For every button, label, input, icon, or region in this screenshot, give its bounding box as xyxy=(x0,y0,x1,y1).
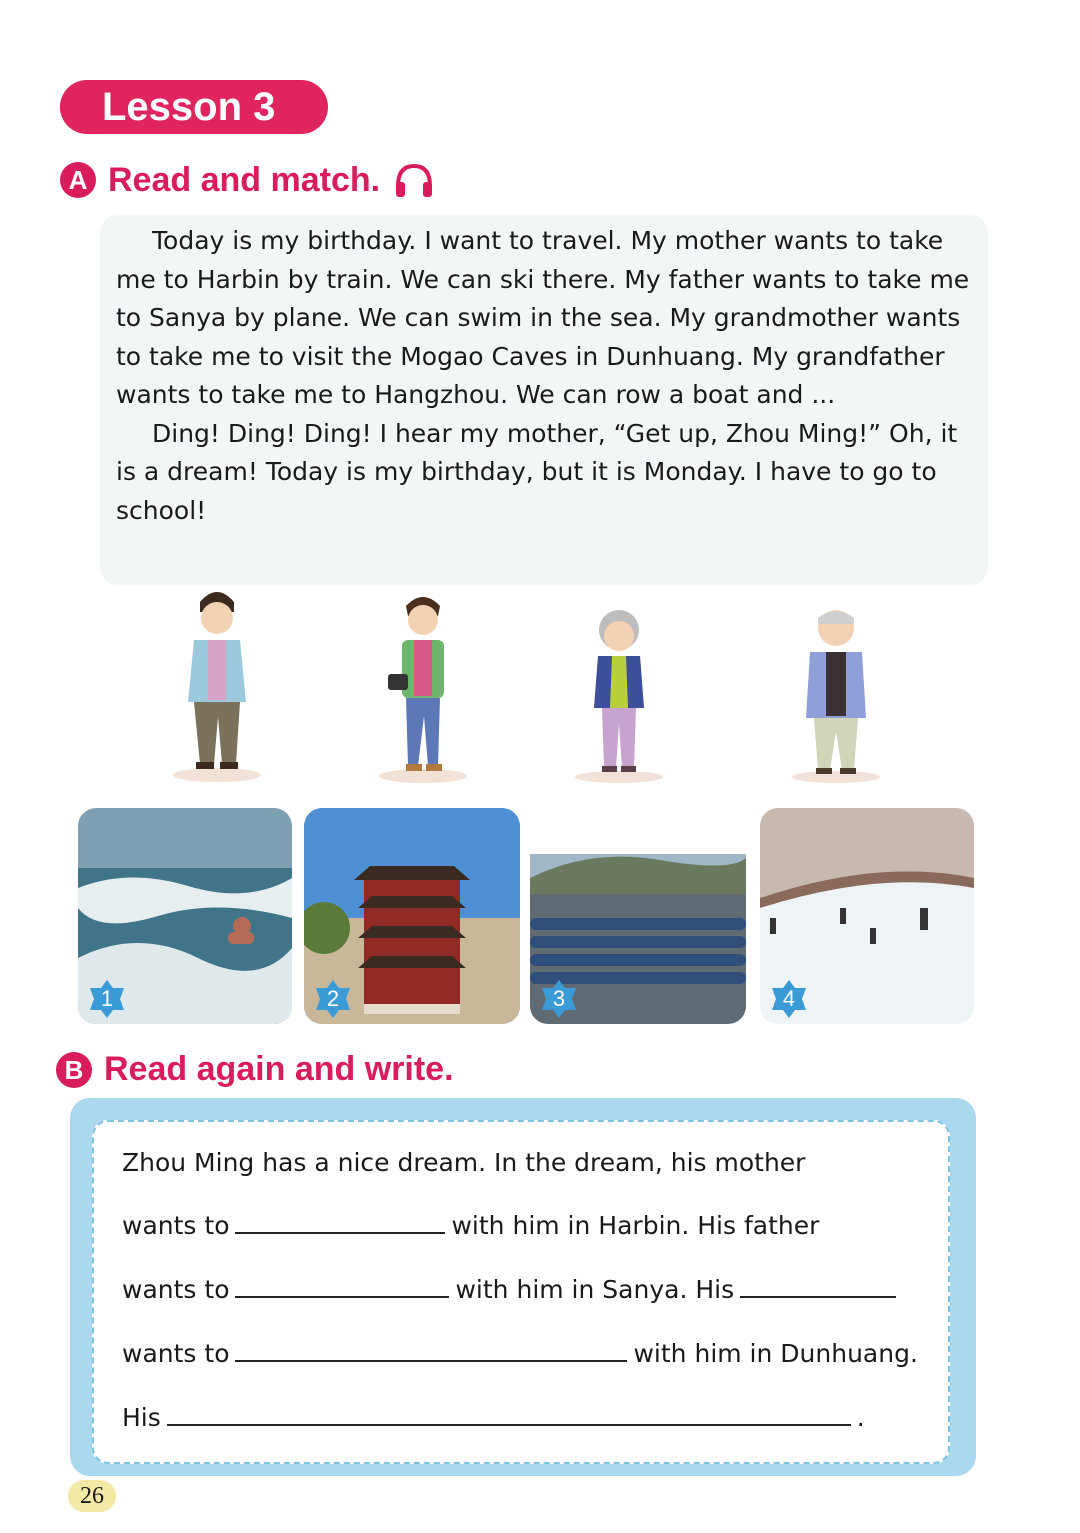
father-figure[interactable] xyxy=(378,588,468,784)
write-line-4-end: with him in Dunhuang. xyxy=(633,1339,918,1368)
write-line-2-end: with him in Harbin. His father xyxy=(451,1211,820,1240)
section-a-letter: A xyxy=(60,162,96,198)
photo-3-badge xyxy=(540,980,578,1018)
photo-4-badge xyxy=(770,980,808,1018)
page-number: 26 xyxy=(68,1480,116,1512)
photo-1-badge xyxy=(88,980,126,1018)
write-line-4 xyxy=(122,1338,918,1368)
write-line-2-start: wants to xyxy=(122,1211,230,1240)
write-line-1-text: Zhou Ming has a nice dream. In the dream, his mother xyxy=(122,1148,806,1177)
section-b-heading xyxy=(56,1050,454,1089)
blank-mother-activity[interactable] xyxy=(235,1210,445,1234)
write-line-3 xyxy=(122,1274,902,1304)
section-a-heading xyxy=(60,160,436,200)
photo-2-badge xyxy=(314,980,352,1018)
headphones-icon[interactable] xyxy=(392,160,436,200)
section-b-letter: B xyxy=(56,1052,92,1088)
photo-2-mogao-caves[interactable] xyxy=(304,808,520,1024)
photo-3-boats[interactable] xyxy=(530,808,746,1024)
write-line-4-start: wants to xyxy=(122,1339,230,1368)
paragraph-1: Today is my birthday. I want to travel. My mother wants to take me to Harbin by train. We can ski there. My father wants to take me to Sanya by plane. We can swim in the sea. My grandmother wants to take me to visit the Mogao Caves in Dunhuang. My grandfather wants to take me to Hangzhou. We can row a boat and ... xyxy=(116,226,970,409)
photo-2-number: 2 xyxy=(326,986,340,1011)
section-a-title: Read and match. xyxy=(108,160,381,199)
blank-dunhuang-activity[interactable] xyxy=(235,1338,627,1362)
grandfather-figure[interactable] xyxy=(790,598,882,784)
photo-3-number: 3 xyxy=(552,986,566,1011)
write-line-5-end: . xyxy=(856,1403,865,1432)
write-line-3-start: wants to xyxy=(122,1275,230,1304)
photo-1-number: 1 xyxy=(100,986,114,1011)
photo-1-sea[interactable] xyxy=(78,808,292,1024)
photo-4-number: 4 xyxy=(782,986,796,1011)
reading-passage xyxy=(116,222,976,530)
mother-figure[interactable] xyxy=(172,582,262,782)
lesson-title: Lesson 3 xyxy=(60,80,328,134)
write-line-3-mid: with him in Sanya. His xyxy=(455,1275,735,1304)
paragraph-2: Ding! Ding! Ding! I hear my mother, “Get up, Zhou Ming!” Oh, it is a dream! Today is my birthday, but it is Monday. I have to go to school! xyxy=(116,418,958,525)
blank-relative[interactable] xyxy=(740,1274,896,1298)
write-line-2 xyxy=(122,1210,819,1240)
grandmother-figure[interactable] xyxy=(572,604,666,784)
write-line-5-start: His xyxy=(122,1403,161,1432)
blank-father-activity[interactable] xyxy=(235,1274,449,1298)
section-b-title: Read again and write. xyxy=(104,1050,454,1088)
write-line-1 xyxy=(122,1148,805,1177)
photo-4-ski[interactable] xyxy=(760,808,974,1024)
write-line-5 xyxy=(122,1402,865,1432)
blank-final-sentence[interactable] xyxy=(167,1402,851,1426)
